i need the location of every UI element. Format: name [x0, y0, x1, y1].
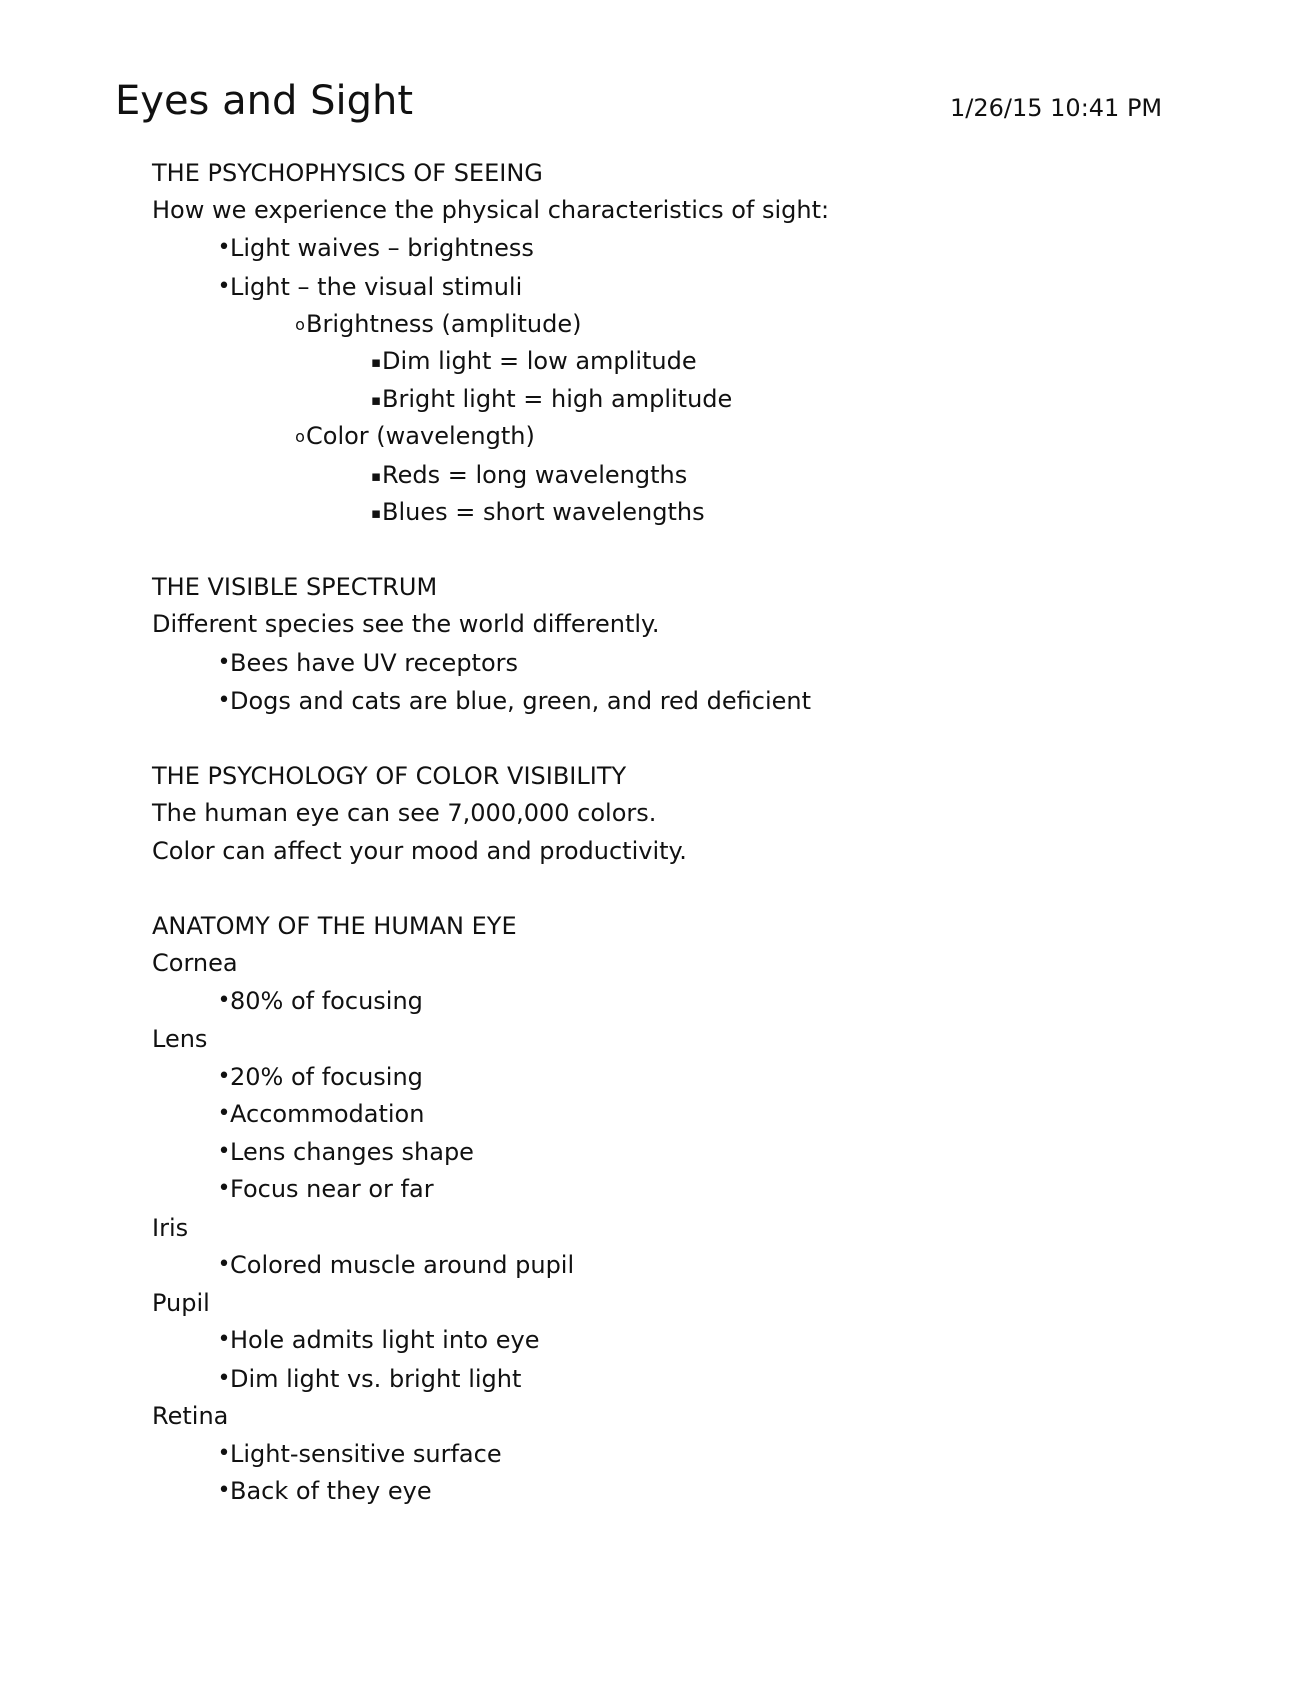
list-item	[217, 1364, 522, 1394]
list-item	[217, 1062, 423, 1092]
list-item-text: Hole admits light into eye	[230, 1326, 540, 1354]
bullet-icon: •	[217, 988, 231, 1013]
note-timestamp: 1/26/15 10:41 PM	[950, 94, 1163, 122]
list-item	[370, 497, 705, 527]
anatomy-term: Pupil	[152, 1289, 210, 1317]
list-item	[217, 1439, 502, 1469]
bullet-icon: •	[217, 1252, 231, 1277]
hollow-bullet-icon: o	[295, 315, 305, 334]
list-item-text: Light-sensitive surface	[230, 1440, 502, 1468]
list-item-text: Blues = short wavelengths	[382, 498, 705, 526]
bullet-icon: •	[217, 688, 231, 713]
list-item	[217, 648, 519, 678]
bullet-icon: •	[217, 1176, 231, 1201]
list-item	[217, 1250, 575, 1280]
square-bullet-icon: ▪	[370, 504, 382, 522]
list-item	[217, 1137, 474, 1167]
list-item-text: Back of they eye	[230, 1477, 432, 1505]
bullet-icon: •	[217, 1441, 231, 1466]
list-item	[295, 421, 535, 451]
list-item-text: Brightness (amplitude)	[306, 310, 582, 338]
bullet-icon: •	[217, 235, 231, 260]
list-item-text: Light waives – brightness	[230, 234, 534, 262]
list-item	[217, 272, 523, 302]
section-heading: THE PSYCHOLOGY OF COLOR VISIBILITY	[152, 762, 627, 790]
list-item	[370, 384, 733, 414]
body-line: The human eye can see 7,000,000 colors.	[152, 799, 657, 827]
list-item-text: Focus near or far	[230, 1175, 434, 1203]
bullet-icon: •	[217, 1366, 231, 1391]
list-item	[217, 1099, 425, 1129]
page-title: Eyes and Sight	[115, 78, 414, 124]
list-item	[217, 1174, 434, 1204]
list-item-text: Accommodation	[230, 1100, 425, 1128]
list-item	[370, 460, 688, 490]
list-item-text: Dogs and cats are blue, green, and red deficient	[230, 687, 812, 715]
list-item	[295, 309, 582, 339]
section-heading: ANATOMY OF THE HUMAN EYE	[152, 912, 517, 940]
list-item	[217, 986, 423, 1016]
list-item	[217, 1476, 432, 1506]
list-item-text: Light – the visual stimuli	[230, 273, 523, 301]
list-item-text: Bright light = high amplitude	[382, 385, 733, 413]
list-item	[217, 686, 812, 716]
section-heading: THE PSYCHOPHYSICS OF SEEING	[152, 159, 543, 187]
list-item-text: Colored muscle around pupil	[230, 1251, 575, 1279]
list-item-text: Lens changes shape	[230, 1138, 474, 1166]
anatomy-term: Cornea	[152, 949, 238, 977]
list-item-text: 20% of focusing	[230, 1063, 423, 1091]
list-item	[370, 346, 697, 376]
bullet-icon: •	[217, 1478, 231, 1503]
list-item-text: Bees have UV receptors	[230, 649, 519, 677]
section-heading: THE VISIBLE SPECTRUM	[152, 573, 438, 601]
bullet-icon: •	[217, 650, 231, 675]
list-item-text: Dim light = low amplitude	[382, 347, 697, 375]
list-item	[217, 233, 534, 263]
bullet-icon: •	[217, 1327, 231, 1352]
bullet-icon: •	[217, 1101, 231, 1126]
bullet-icon: •	[217, 1139, 231, 1164]
anatomy-term: Lens	[152, 1025, 208, 1053]
list-item-text: Color (wavelength)	[306, 422, 535, 450]
section-intro: Different species see the world differently.	[152, 610, 660, 638]
square-bullet-icon: ▪	[370, 391, 382, 409]
section-intro: How we experience the physical characteristics of sight:	[152, 196, 830, 224]
anatomy-term: Iris	[152, 1214, 189, 1242]
square-bullet-icon: ▪	[370, 467, 382, 485]
list-item	[217, 1325, 540, 1355]
square-bullet-icon: ▪	[370, 353, 382, 371]
bullet-icon: •	[217, 274, 231, 299]
anatomy-term: Retina	[152, 1402, 229, 1430]
list-item-text: Dim light vs. bright light	[230, 1365, 522, 1393]
list-item-text: Reds = long wavelengths	[382, 461, 688, 489]
bullet-icon: •	[217, 1064, 231, 1089]
hollow-bullet-icon: o	[295, 427, 305, 446]
list-item-text: 80% of focusing	[230, 987, 423, 1015]
body-line: Color can affect your mood and productivity.	[152, 837, 687, 865]
